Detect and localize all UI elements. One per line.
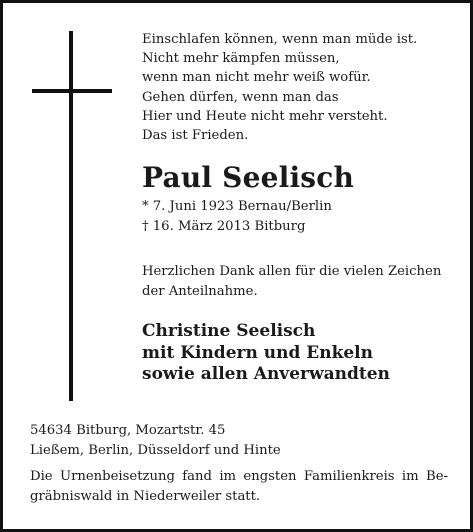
- signer-line: Christine Seelisch: [142, 321, 316, 341]
- signers: [142, 321, 390, 386]
- poem: [142, 30, 417, 145]
- burial-note: Die Urnenbeisetzung fand im engsten Familienkreis im Begräbniswald in Niederweiler statt.: [30, 469, 448, 504]
- signer-line: sowie allen Anverwandten: [142, 364, 390, 384]
- poem-line: wenn man nicht mehr weiß wofür.: [142, 70, 371, 86]
- thanks-line: der Anteilnahme.: [142, 284, 258, 299]
- poem-line: Einschlafen können, wenn man müde ist.: [142, 32, 418, 47]
- thanks-line: Herzlichen Dank allen für die vielen Zeichen: [142, 264, 442, 279]
- signer-line: mit Kindern und Enkeln: [142, 342, 374, 363]
- address-line: 54634 Bitburg, Mozartstr. 45: [30, 423, 226, 438]
- deceased-name: Paul Seelisch: [142, 161, 355, 194]
- thanks-message: [142, 262, 452, 302]
- poem-line: Gehen dürfen, wenn man das: [142, 89, 339, 105]
- cross-symbol-horizontal: [32, 89, 112, 93]
- address: [30, 421, 281, 461]
- birth-date: * 7. Juni 1923 Bernau/Berlin: [142, 199, 332, 214]
- poem-line: Hier und Heute nicht mehr versteht.: [142, 108, 388, 124]
- cross-symbol-vertical: [69, 31, 73, 401]
- address-line: Ließem, Berlin, Düsseldorf und Hinte: [30, 443, 281, 458]
- life-dates: [142, 197, 332, 236]
- death-date: † 16. März 2013 Bitburg: [142, 218, 306, 234]
- poem-line: Das ist Frieden.: [142, 128, 249, 144]
- poem-line: Nicht mehr kämpfen müssen,: [142, 51, 340, 67]
